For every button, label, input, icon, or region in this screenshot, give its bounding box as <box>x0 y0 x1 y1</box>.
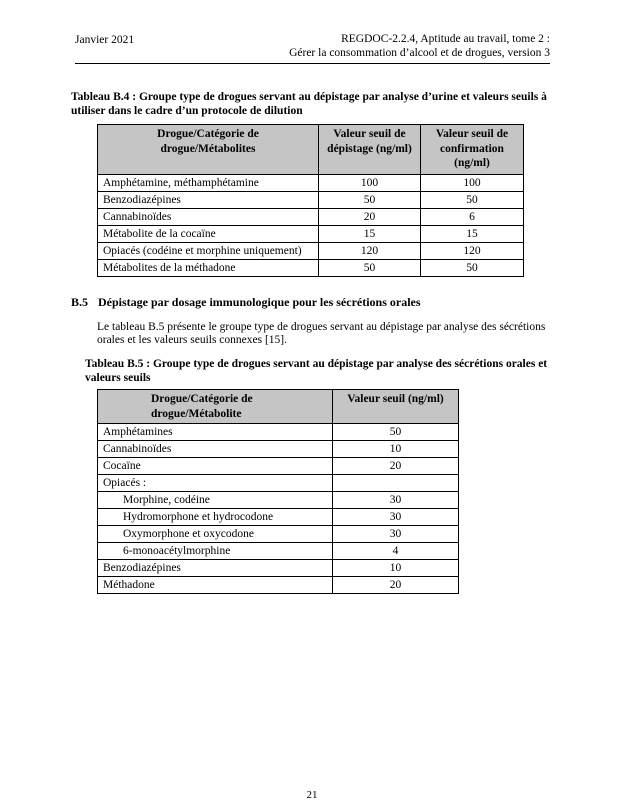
confirmation-value-cell: 15 <box>421 226 524 243</box>
header-document-title <box>289 32 550 60</box>
drug-name-cell: Cocaïne <box>98 458 333 475</box>
drug-name-cell: Benzodiazépines <box>98 560 333 577</box>
drug-name-cell: Benzodiazépines <box>98 192 319 209</box>
drug-name-cell: Opiacés (codéine et morphine uniquement) <box>98 243 319 260</box>
table-row <box>98 458 459 475</box>
column-header-drug-category: Drogue/Catégorie de drogue/Métabolites <box>98 125 319 175</box>
drug-name-cell: Morphine, codéine <box>98 492 333 509</box>
oral-fluid-thresholds-table <box>97 389 459 594</box>
drug-name-cell: Amphétamines <box>98 424 333 441</box>
confirmation-value-cell: 6 <box>421 209 524 226</box>
threshold-value-cell: 4 <box>333 543 459 560</box>
drug-name-cell: Cannabinoïdes <box>98 441 333 458</box>
screening-value-cell: 120 <box>319 243 421 260</box>
table-header-row <box>98 390 459 424</box>
column-header-confirmation-threshold: Valeur seuil de confirmation (ng/ml) <box>421 125 524 175</box>
drug-name-cell: Hydromorphone et hydrocodone <box>98 509 333 526</box>
table-row <box>98 492 459 509</box>
section-b5-paragraph: Le tableau B.5 présente le groupe type de drogues servant au dépistage par analyse des sécrétions orales et les valeurs seuils connexes [15]. <box>97 321 546 346</box>
threshold-value-cell: 10 <box>333 441 459 458</box>
table-row <box>98 441 459 458</box>
table-b5-caption: Tableau B.5 : Groupe type de drogues servant au dépistage par analyse des sécrétions orales et valeurs seuils <box>85 358 548 384</box>
drug-name-cell: Méthadone <box>98 577 333 594</box>
table-b4-caption: Tableau B.4 : Groupe type de drogues servant au dépistage par analyse d’urine et valeurs seuils à utiliser dans le cadre d’un protocole de dilution <box>71 91 547 117</box>
column-header-screening-threshold: Valeur seuil de dépistage (ng/ml) <box>319 125 421 175</box>
drug-name-cell: Métabolite de la cocaïne <box>98 226 319 243</box>
threshold-value-cell: 30 <box>333 492 459 509</box>
threshold-value-cell <box>333 475 459 492</box>
drug-name-cell: Oxymorphone et oxycodone <box>98 526 333 543</box>
section-b5-heading <box>71 295 624 309</box>
drug-name-cell: Cannabinoïdes <box>98 209 319 226</box>
table-row <box>98 560 459 577</box>
header-title-line-2: Gérer la consommation d’alcool et de drogues, version 3 <box>289 47 550 59</box>
table-row <box>98 526 459 543</box>
screening-value-cell: 50 <box>319 260 421 277</box>
drug-name-cell: 6-monoacétylmorphine <box>98 543 333 560</box>
table-row <box>98 543 459 560</box>
column-header-threshold: Valeur seuil (ng/ml) <box>333 390 459 424</box>
table-row <box>98 243 524 260</box>
table-row <box>98 226 524 243</box>
confirmation-value-cell: 120 <box>421 243 524 260</box>
confirmation-value-cell: 50 <box>421 260 524 277</box>
table-row <box>98 475 459 492</box>
screening-value-cell: 50 <box>319 192 421 209</box>
table-row <box>98 209 524 226</box>
header-title-line-1: REGDOC-2.2.4, Aptitude au travail, tome 2 : <box>341 33 550 45</box>
table-row <box>98 175 524 192</box>
table-row <box>98 424 459 441</box>
section-title: Dépistage par dosage immunologique pour les sécrétions orales <box>98 295 421 309</box>
urine-thresholds-table <box>97 124 524 277</box>
table-row <box>98 509 459 526</box>
threshold-value-cell: 20 <box>333 577 459 594</box>
threshold-value-cell: 20 <box>333 458 459 475</box>
page-number: 21 <box>306 789 318 801</box>
section-number: B.5 <box>71 295 89 309</box>
table-row <box>98 192 524 209</box>
screening-value-cell: 100 <box>319 175 421 192</box>
confirmation-value-cell: 50 <box>421 192 524 209</box>
table-row <box>98 260 524 277</box>
drug-name-cell: Opiacés : <box>98 475 333 492</box>
running-header <box>75 32 550 64</box>
table-header-row <box>98 125 524 175</box>
threshold-value-cell: 30 <box>333 509 459 526</box>
column-header-drug-category: Drogue/Catégorie de drogue/Métabolite <box>98 390 333 424</box>
screening-value-cell: 15 <box>319 226 421 243</box>
threshold-value-cell: 50 <box>333 424 459 441</box>
drug-name-cell: Amphétamine, méthamphétamine <box>98 175 319 192</box>
document-page <box>0 32 624 808</box>
threshold-value-cell: 10 <box>333 560 459 577</box>
drug-name-cell: Métabolites de la méthadone <box>98 260 319 277</box>
header-date: Janvier 2021 <box>75 34 135 46</box>
screening-value-cell: 20 <box>319 209 421 226</box>
table-row <box>98 577 459 594</box>
confirmation-value-cell: 100 <box>421 175 524 192</box>
threshold-value-cell: 30 <box>333 526 459 543</box>
